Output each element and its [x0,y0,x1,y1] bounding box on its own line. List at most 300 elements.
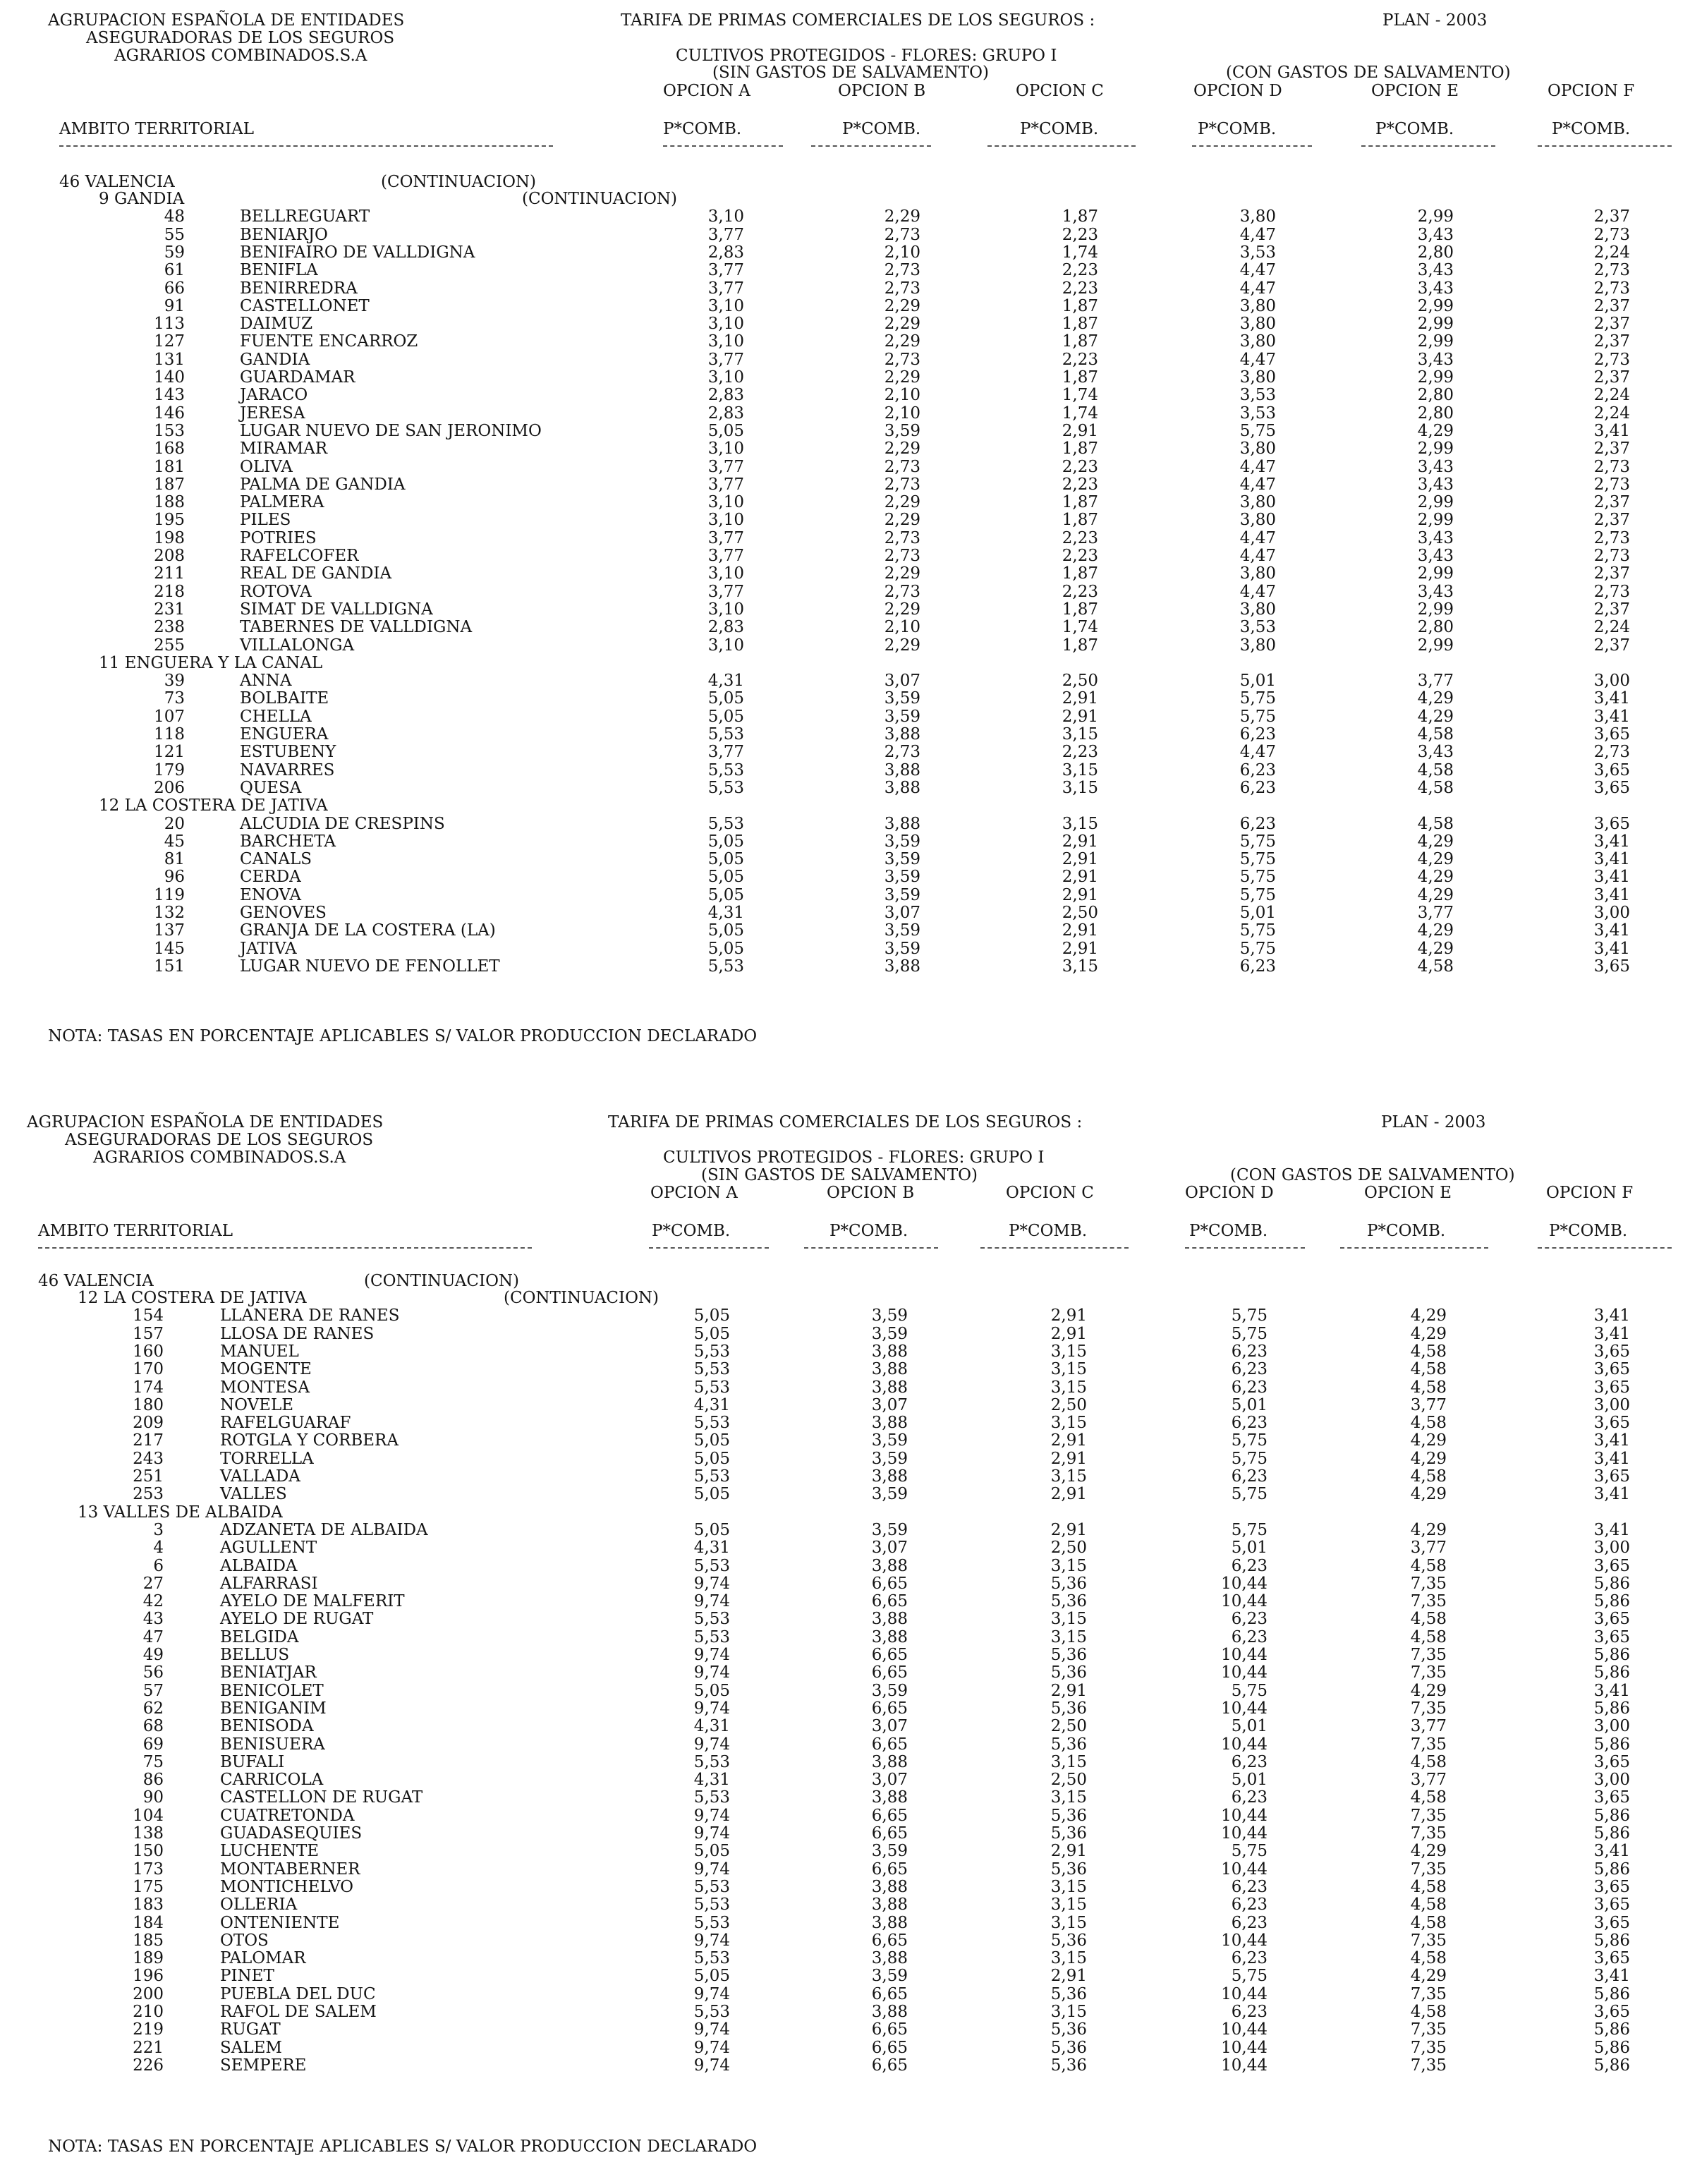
rate-option-a: 9,74 [693,1699,730,1718]
rate-option-f: 5,86 [1593,1574,1630,1593]
municipality-name: CANALS [240,850,312,869]
pcomb-b: P*COMB. [842,120,921,138]
rate-option-f: 3,00 [1593,1539,1630,1558]
rate-option-d: 6,23 [1231,1556,1268,1575]
rate-option-e: 4,58 [1410,1414,1447,1433]
rate-option-c: 3,15 [1050,2003,1087,2021]
rate-option-a: 9,74 [693,1574,730,1593]
table-row [0,1861,1690,1879]
rate-option-f: 2,24 [1593,618,1630,637]
rate-option-c: 5,36 [1050,1984,1087,2003]
rate-option-e: 2,99 [1417,296,1454,315]
comarca-heading: 9 GANDIA [99,190,185,208]
rate-option-a: 3,10 [707,493,744,512]
rate-option-d: 5,75 [1239,689,1276,708]
table-row [0,1432,1690,1450]
pcomb-f: P*COMB. [1549,1222,1628,1240]
table-row [0,1807,1690,1825]
municipality-code: 66 [164,279,185,298]
rate-option-e: 3,43 [1417,528,1454,547]
rate-option-a: 4,31 [693,1539,730,1558]
rate-option-c: 1,87 [1062,564,1098,583]
municipality-code: 56 [142,1663,164,1682]
rate-option-c: 1,87 [1062,511,1098,530]
rate-option-a: 5,53 [707,760,744,779]
header-divider [663,145,783,147]
rate-option-f: 2,37 [1593,564,1630,583]
municipality-name: GUADASEQUIES [220,1824,363,1843]
rate-option-e: 7,35 [1410,1574,1447,1593]
rate-option-c: 3,15 [1062,760,1098,779]
municipality-code: 104 [133,1806,164,1825]
municipality-code: 217 [133,1431,164,1450]
rate-option-f: 3,65 [1593,2003,1630,2021]
municipality-name: BARCHETA [240,832,336,851]
rate-option-c: 5,36 [1050,1699,1087,1718]
municipality-name: VILLALONGA [240,636,355,655]
rate-option-f: 3,65 [1593,1342,1630,1361]
rate-option-b: 2,73 [884,279,920,298]
rate-option-a: 5,53 [693,2003,730,2021]
rate-option-d: 4,47 [1239,475,1276,494]
rate-option-f: 2,37 [1593,315,1630,334]
municipality-name: BENIFLA [240,261,318,280]
table-row [0,833,1690,851]
rate-option-f: 5,86 [1593,2056,1630,2075]
rate-option-f: 3,41 [1593,832,1630,851]
table-row [0,1629,1690,1646]
rate-option-b: 2,10 [884,404,920,423]
rate-option-f: 3,65 [1593,778,1630,797]
rate-option-b: 2,29 [884,564,920,583]
rate-option-f: 3,65 [1593,1895,1630,1915]
rate-option-c: 2,23 [1062,279,1098,298]
rate-option-f: 2,37 [1593,511,1630,530]
rate-option-e: 2,99 [1417,368,1454,387]
rate-option-b: 2,29 [884,207,920,226]
rate-option-a: 5,05 [707,939,744,958]
table-row [0,1325,1690,1343]
municipality-code: 188 [154,493,185,512]
rate-option-c: 2,91 [1050,1485,1087,1504]
rate-option-d: 10,44 [1221,1699,1268,1718]
rate-option-d: 6,23 [1231,2003,1268,2021]
rate-option-b: 2,73 [884,743,920,762]
municipality-name: NAVARRES [240,760,335,779]
rate-option-a: 4,31 [693,1717,730,1736]
rate-option-a: 2,83 [707,243,744,262]
rate-option-b: 3,07 [871,1539,908,1558]
rate-option-e: 4,29 [1410,1520,1447,1539]
rate-option-c: 5,36 [1050,2056,1087,2075]
rate-option-e: 4,58 [1410,1949,1447,1968]
rate-option-a: 9,74 [693,2038,730,2057]
municipality-name: VALLES [220,1485,287,1504]
rate-option-c: 1,87 [1062,600,1098,619]
table-row [0,1664,1690,1682]
rate-option-d: 6,23 [1239,957,1276,976]
rate-option-e: 2,99 [1417,600,1454,619]
municipality-name: ESTUBENY [240,743,336,762]
rate-option-f: 3,41 [1593,921,1630,940]
rate-option-c: 2,91 [1062,832,1098,851]
table-row [0,547,1690,565]
rate-option-a: 5,53 [693,1877,730,1896]
rate-option-c: 2,23 [1062,547,1098,565]
rate-option-b: 3,59 [871,1842,908,1861]
table-row [0,726,1690,744]
rate-option-d: 3,80 [1239,493,1276,512]
rate-option-b: 3,88 [871,1467,908,1486]
table-row [0,262,1690,279]
rate-option-b: 3,59 [884,921,920,940]
pcomb-a: P*COMB. [652,1222,731,1240]
rate-option-a: 5,53 [693,1752,730,1771]
municipality-name: BUFALI [220,1752,285,1771]
rate-option-a: 3,77 [707,582,744,601]
municipality-code: 69 [142,1735,164,1754]
rate-option-e: 4,29 [1417,707,1454,726]
table-row [0,1414,1690,1432]
table-row [0,904,1690,922]
rate-option-b: 3,88 [884,760,920,779]
rate-option-b: 3,88 [871,1556,908,1575]
rate-option-f: 3,65 [1593,1467,1630,1486]
rate-option-a: 5,53 [693,1610,730,1629]
rate-option-f: 5,86 [1593,2020,1630,2039]
rate-option-b: 3,88 [884,957,920,976]
rate-option-a: 5,53 [693,1949,730,1968]
rate-option-f: 3,00 [1593,1395,1630,1414]
rate-option-c: 2,91 [1050,1306,1087,1325]
municipality-name: MONTABERNER [220,1860,360,1879]
comarca-heading: 11 ENGUERA Y LA CANAL [99,653,323,672]
rate-option-c: 5,36 [1050,1860,1087,1879]
municipality-code: 73 [164,689,185,708]
rate-option-f: 2,73 [1593,457,1630,476]
rate-option-a: 9,74 [693,1824,730,1843]
municipality-code: 198 [154,528,185,547]
municipality-code: 209 [133,1414,164,1433]
municipality-code: 86 [142,1771,164,1790]
rate-option-f: 2,24 [1593,243,1630,262]
rate-option-d: 6,23 [1231,1877,1268,1896]
municipality-name: DAIMUZ [240,315,313,334]
rate-option-d: 5,01 [1239,672,1276,691]
table-row [0,351,1690,369]
table-row [0,1879,1690,1896]
municipality-name: LUGAR NUEVO DE FENOLLET [240,957,500,976]
rate-option-f: 3,65 [1593,1378,1630,1397]
rate-option-f: 2,37 [1593,600,1630,619]
rate-option-c: 2,23 [1062,582,1098,601]
rate-option-f: 3,41 [1593,1431,1630,1450]
municipality-name: RAFELCOFER [240,547,359,565]
rate-option-e: 4,58 [1417,725,1454,744]
rate-option-d: 3,80 [1239,296,1276,315]
rate-option-f: 3,41 [1593,1449,1630,1468]
municipality-code: 146 [154,404,185,423]
table-row [0,1593,1690,1610]
rate-option-b: 3,59 [871,1324,908,1343]
rate-option-d: 6,23 [1231,1467,1268,1486]
municipality-name: LLANERA DE RANES [220,1306,400,1325]
rate-option-a: 5,05 [693,1431,730,1450]
rate-option-e: 4,58 [1410,1360,1447,1379]
municipality-name: JERESA [240,404,305,423]
municipality-name: OTOS [220,1931,269,1950]
pcomb-f: P*COMB. [1552,120,1631,138]
header-divider [804,1247,938,1249]
option-d-header: OPCION D [1193,82,1282,100]
rate-option-a: 4,31 [707,672,744,691]
rate-option-c: 2,50 [1062,672,1098,691]
rate-option-c: 2,23 [1062,350,1098,369]
pcomb-a: P*COMB. [663,120,742,138]
rate-option-e: 3,43 [1417,475,1454,494]
table-row [0,1896,1690,1914]
rate-option-b: 3,59 [884,885,920,904]
table-row [0,1682,1690,1700]
rate-option-b: 3,88 [871,1877,908,1896]
rate-option-c: 2,50 [1050,1771,1087,1790]
rate-option-e: 3,77 [1410,1771,1447,1790]
rate-option-d: 5,75 [1231,1967,1268,1986]
rate-option-d: 3,53 [1239,386,1276,405]
municipality-name: LUCHENTE [220,1842,320,1861]
province-cont: (CONTINUACION) [381,173,537,191]
rate-option-a: 3,10 [707,315,744,334]
municipality-code: 42 [142,1592,164,1611]
rate-option-b: 2,73 [884,261,920,280]
municipality-code: 231 [154,600,185,619]
org-line-1: AGRUPACION ESPAÑOLA DE ENTIDADES [48,11,405,30]
table-row [0,1967,1690,1985]
rate-option-a: 5,05 [693,1306,730,1325]
rate-option-f: 5,86 [1593,1824,1630,1843]
province-cont: (CONTINUACION) [364,1272,520,1290]
rate-option-c: 3,15 [1050,1360,1087,1379]
rate-option-d: 3,53 [1239,618,1276,637]
rate-option-f: 2,73 [1593,261,1630,280]
rate-option-d: 10,44 [1221,2020,1268,2039]
rate-option-a: 9,74 [693,1984,730,2003]
nota-footer: NOTA: TASAS EN PORCENTAJE APLICABLES S/ VALOR PRODUCCION DECLARADO [48,1027,758,1045]
table-row [0,565,1690,583]
rate-option-d: 3,80 [1239,511,1276,530]
rate-option-e: 4,58 [1417,814,1454,833]
rate-option-e: 3,43 [1417,457,1454,476]
municipality-code: 238 [154,618,185,637]
municipality-code: 255 [154,636,185,655]
rate-option-d: 6,23 [1231,1360,1268,1379]
rate-option-c: 5,36 [1050,1646,1087,1664]
pcomb-e: P*COMB. [1375,120,1454,138]
rate-option-f: 5,86 [1593,1860,1630,1879]
rate-option-d: 4,47 [1239,261,1276,280]
municipality-code: 218 [154,582,185,601]
table-row [0,1486,1690,1503]
municipality-code: 131 [154,350,185,369]
pcomb-c: P*COMB. [1020,120,1099,138]
rate-option-b: 3,59 [871,1485,908,1504]
municipality-code: 196 [133,1967,164,1986]
rate-option-e: 3,43 [1417,547,1454,565]
rate-option-d: 10,44 [1221,1663,1268,1682]
rate-option-c: 3,15 [1050,1467,1087,1486]
rate-option-c: 1,87 [1062,207,1098,226]
rate-option-b: 3,59 [884,707,920,726]
municipality-name: BENIRREDRA [240,279,358,298]
rate-option-d: 6,23 [1239,760,1276,779]
municipality-name: BELLREGUART [240,207,370,226]
rate-option-f: 3,65 [1593,1788,1630,1807]
municipality-code: 210 [133,2003,164,2021]
rate-option-d: 6,23 [1231,1752,1268,1771]
rate-option-a: 4,31 [693,1771,730,1790]
rate-option-b: 6,65 [871,1984,908,2003]
table-row [0,887,1690,904]
comarca-cont: (CONTINUACION) [504,1289,659,1307]
rate-option-c: 3,15 [1050,1627,1087,1646]
rate-option-e: 2,99 [1417,493,1454,512]
rate-option-c: 2,91 [1062,939,1098,958]
rate-option-c: 2,50 [1050,1539,1087,1558]
rate-option-f: 3,65 [1593,1360,1630,1379]
municipality-code: 173 [133,1860,164,1879]
table-row [0,1700,1690,1718]
rate-option-b: 3,59 [871,1967,908,1986]
province-name: 46 VALENCIA [59,173,175,191]
rate-option-c: 2,91 [1062,421,1098,440]
table-row [0,1539,1690,1557]
rate-option-f: 5,86 [1593,1931,1630,1950]
table-row [0,708,1690,726]
table-row [0,405,1690,423]
rate-option-b: 3,59 [884,832,920,851]
rate-option-a: 5,05 [707,885,744,904]
option-d-header: OPCION D [1185,1184,1274,1202]
rate-option-f: 2,24 [1593,386,1630,405]
rate-option-b: 3,88 [884,778,920,797]
rate-option-f: 3,41 [1593,421,1630,440]
cultivos-title: CULTIVOS PROTEGIDOS - FLORES: GRUPO I [663,1148,1045,1167]
rate-option-c: 5,36 [1050,2038,1087,2057]
nota-footer: NOTA: TASAS EN PORCENTAJE APLICABLES S/ VALOR PRODUCCION DECLARADO [48,2137,758,2156]
municipality-name: VALLADA [220,1467,300,1486]
table-row [0,1986,1690,2003]
rate-option-b: 3,88 [871,2003,908,2021]
option-a-header: OPCION A [663,82,750,100]
rate-option-e: 7,35 [1410,1592,1447,1611]
rate-option-f: 2,37 [1593,493,1630,512]
municipality-code: 119 [154,885,185,904]
table-row [0,815,1690,833]
rate-option-b: 3,07 [871,1771,908,1790]
rate-option-c: 3,15 [1050,1378,1087,1397]
rate-option-a: 5,53 [707,957,744,976]
municipality-name: POTRIES [240,528,317,547]
comarca-cont: (CONTINUACION) [522,190,678,208]
rate-option-d: 5,75 [1239,885,1276,904]
rate-option-b: 2,73 [884,350,920,369]
table-row [0,440,1690,458]
rate-option-c: 5,36 [1050,2020,1087,2039]
rate-option-c: 1,87 [1062,315,1098,334]
rate-option-f: 5,86 [1593,1592,1630,1611]
municipality-name: MONTESA [220,1378,310,1397]
table-row [0,1522,1690,1539]
rate-option-c: 2,23 [1062,475,1098,494]
rate-option-a: 5,05 [693,1842,730,1861]
table-row [0,762,1690,779]
rate-option-e: 3,43 [1417,279,1454,298]
rate-option-e: 7,35 [1410,2020,1447,2039]
rate-option-e: 7,35 [1410,2038,1447,2057]
rate-option-c: 3,15 [1062,778,1098,797]
rate-option-c: 2,91 [1050,1842,1087,1861]
table-row [0,1379,1690,1397]
table-row [0,1610,1690,1628]
rate-option-e: 4,58 [1410,1788,1447,1807]
rate-option-e: 4,58 [1410,1895,1447,1915]
rate-option-e: 4,29 [1410,1306,1447,1325]
option-e-header: OPCION E [1364,1184,1452,1202]
rate-option-d: 5,01 [1231,1771,1268,1790]
municipality-name: AYELO DE RUGAT [220,1610,374,1629]
municipality-name: ONTENIENTE [220,1913,340,1932]
rate-option-f: 3,65 [1593,1556,1630,1575]
rate-option-d: 4,47 [1239,547,1276,565]
municipality-name: SEMPERE [220,2056,307,2075]
municipality-code: 68 [142,1717,164,1736]
municipality-code: 219 [133,2020,164,2039]
rate-option-d: 10,44 [1221,1984,1268,2003]
rate-option-b: 6,65 [871,1699,908,1718]
municipality-name: GANDIA [240,350,310,369]
rate-option-f: 2,73 [1593,582,1630,601]
rate-option-c: 2,91 [1062,689,1098,708]
rate-option-c: 1,74 [1062,243,1098,262]
table-row [0,1575,1690,1593]
rate-option-e: 4,29 [1417,850,1454,869]
municipality-name: CERDA [240,868,301,887]
rate-option-c: 1,74 [1062,618,1098,637]
pcomb-d: P*COMB. [1189,1222,1268,1240]
table-row [0,1843,1690,1860]
municipality-code: 75 [142,1752,164,1771]
municipality-name: RUGAT [220,2020,281,2039]
rate-option-b: 3,07 [871,1717,908,1736]
table-row [0,1932,1690,1950]
municipality-code: 90 [142,1788,164,1807]
rate-option-b: 2,73 [884,528,920,547]
table-row [0,315,1690,333]
municipality-name: BENIATJAR [220,1663,317,1682]
municipality-code: 3 [153,1520,164,1539]
rate-option-e: 3,43 [1417,350,1454,369]
rate-option-c: 3,15 [1050,1556,1087,1575]
rate-option-a: 9,74 [693,1592,730,1611]
rate-option-f: 3,41 [1593,939,1630,958]
header-divider [1538,145,1672,147]
rate-option-d: 4,47 [1239,350,1276,369]
org-line-3: AGRARIOS COMBINADOS.S.A [114,47,367,65]
rate-option-a: 3,10 [707,636,744,655]
rate-option-d: 6,23 [1239,814,1276,833]
rate-option-e: 2,80 [1417,404,1454,423]
municipality-name: BELGIDA [220,1627,299,1646]
